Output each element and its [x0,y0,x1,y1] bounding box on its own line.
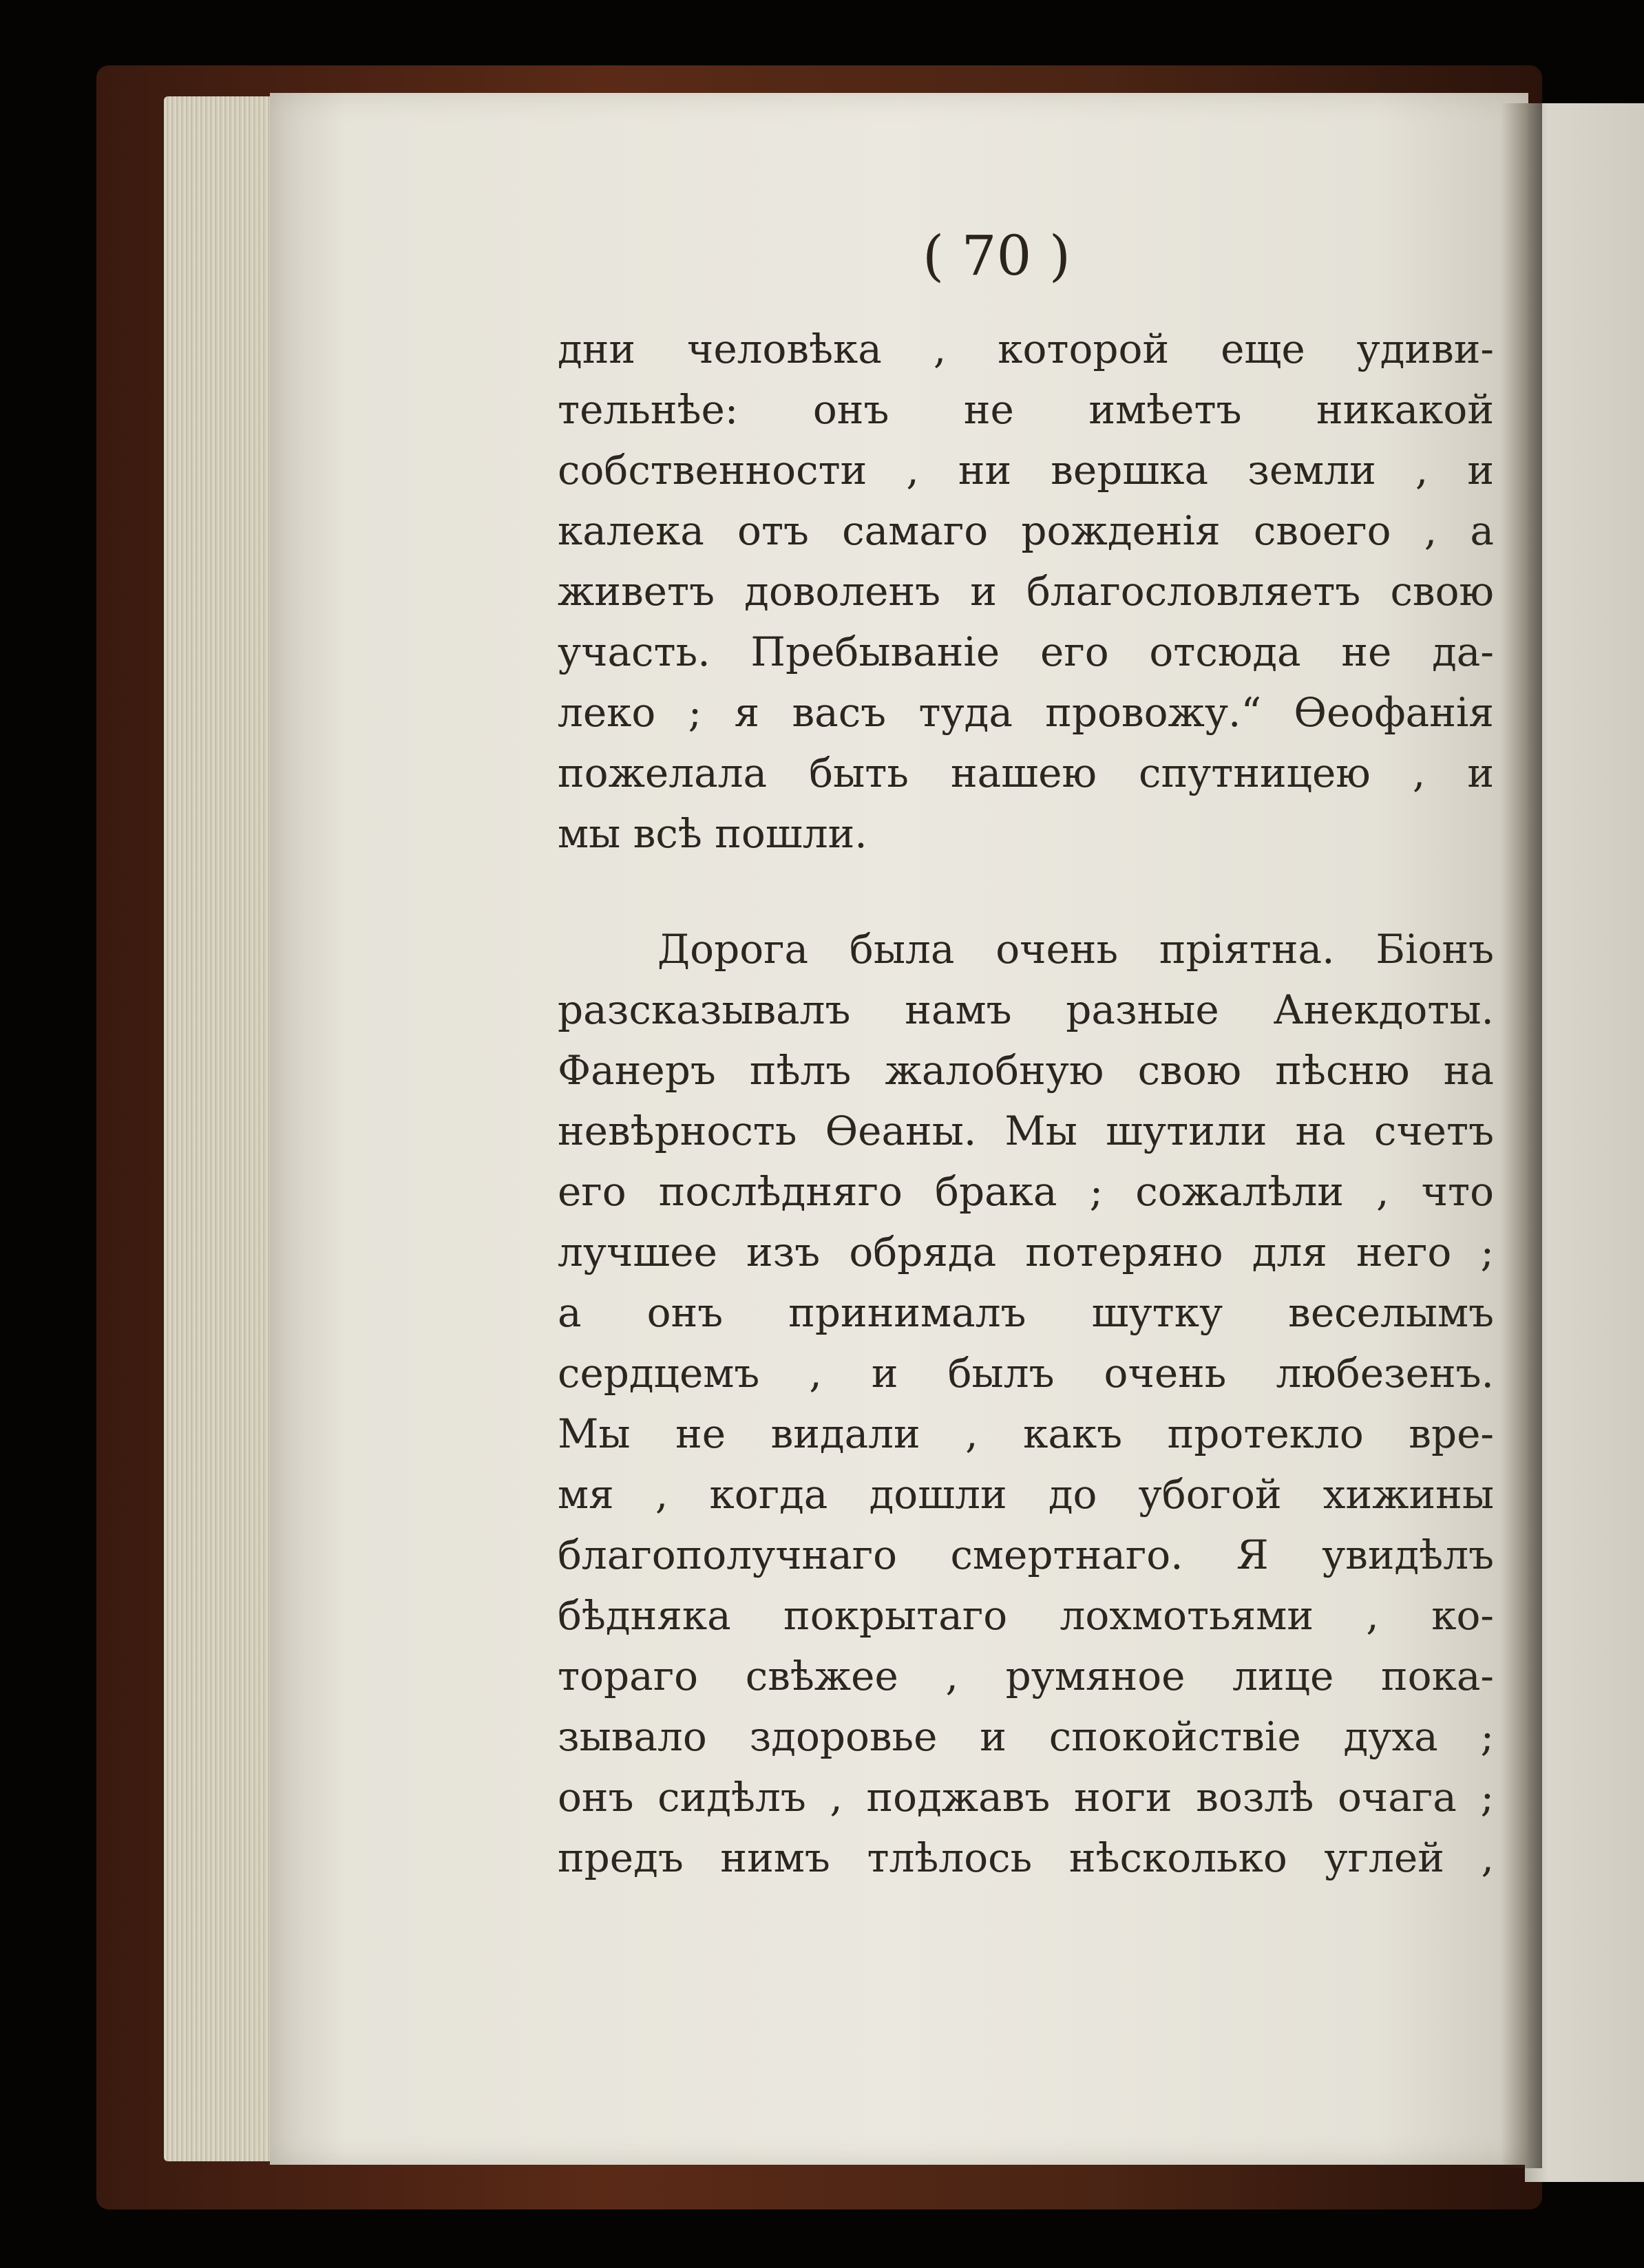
text-line: онъ сидѣлъ , поджавъ ноги возлѣ очага ; [558,1774,1494,1821]
paragraph-1 [558,319,1494,864]
text-line: дни человѣка , которой еще удиви- [558,326,1494,372]
text-line: тораго свѣжее , румяное лице пока- [558,1653,1494,1699]
text-line: лучшее изъ обряда потеряно для него ; [558,1229,1494,1275]
text-line: леко ; я васъ туда провожу.“ Ѳеофанія [558,689,1494,736]
text-line: его послѣдняго брака ; сожалѣли , что [558,1168,1494,1215]
text-line: собственности , ни вершка земли , и [558,447,1494,494]
text-line: зывало здоровье и спокойствіе духа ; [558,1713,1494,1760]
page-number: ( 70 ) [923,224,1071,288]
text-line: невѣрность Ѳеаны. Мы шутили на счетъ [558,1107,1494,1154]
page-edges [164,96,274,2161]
text-line: Мы не видали , какъ протекло вре- [558,1410,1494,1457]
text-line: тельнѣе: онъ не имѣетъ никакой [558,386,1494,433]
text-line: пожелала быть нашею спутницею , и [558,750,1494,796]
text-line: Дорога была очень пріятна. Біонъ [657,926,1494,973]
facing-page [1525,103,1644,2182]
text-line: мы всѣ пошли. [558,810,867,857]
text-line: предъ нимъ тлѣлось нѣсколько углей , [558,1834,1494,1881]
text-line: сердцемъ , и былъ очень любезенъ. [558,1350,1494,1397]
text-line: разсказывалъ намъ разные Анекдоты. [558,986,1494,1033]
text-line: калека отъ самаго рожденія своего , а [558,507,1494,554]
text-line: участь. Пребываніе его отсюда не да- [558,628,1494,675]
text-line: живетъ доволенъ и благословляетъ свою [558,568,1494,615]
text-line: а онъ принималъ шутку веселымъ [558,1289,1494,1336]
text-line: Фанеръ пѣлъ жалобную свою пѣсню на [558,1047,1494,1094]
text-line: бѣдняка покрытаго лохмотьями , ко- [558,1592,1494,1639]
page-gutter [1501,103,1542,2168]
text-line: благополучнаго смертнаго. Я увидѣлъ [558,1532,1494,1578]
text-line: мя , когда дошли до убогой хижины [558,1471,1494,1518]
paragraph-2 [558,919,1494,1888]
